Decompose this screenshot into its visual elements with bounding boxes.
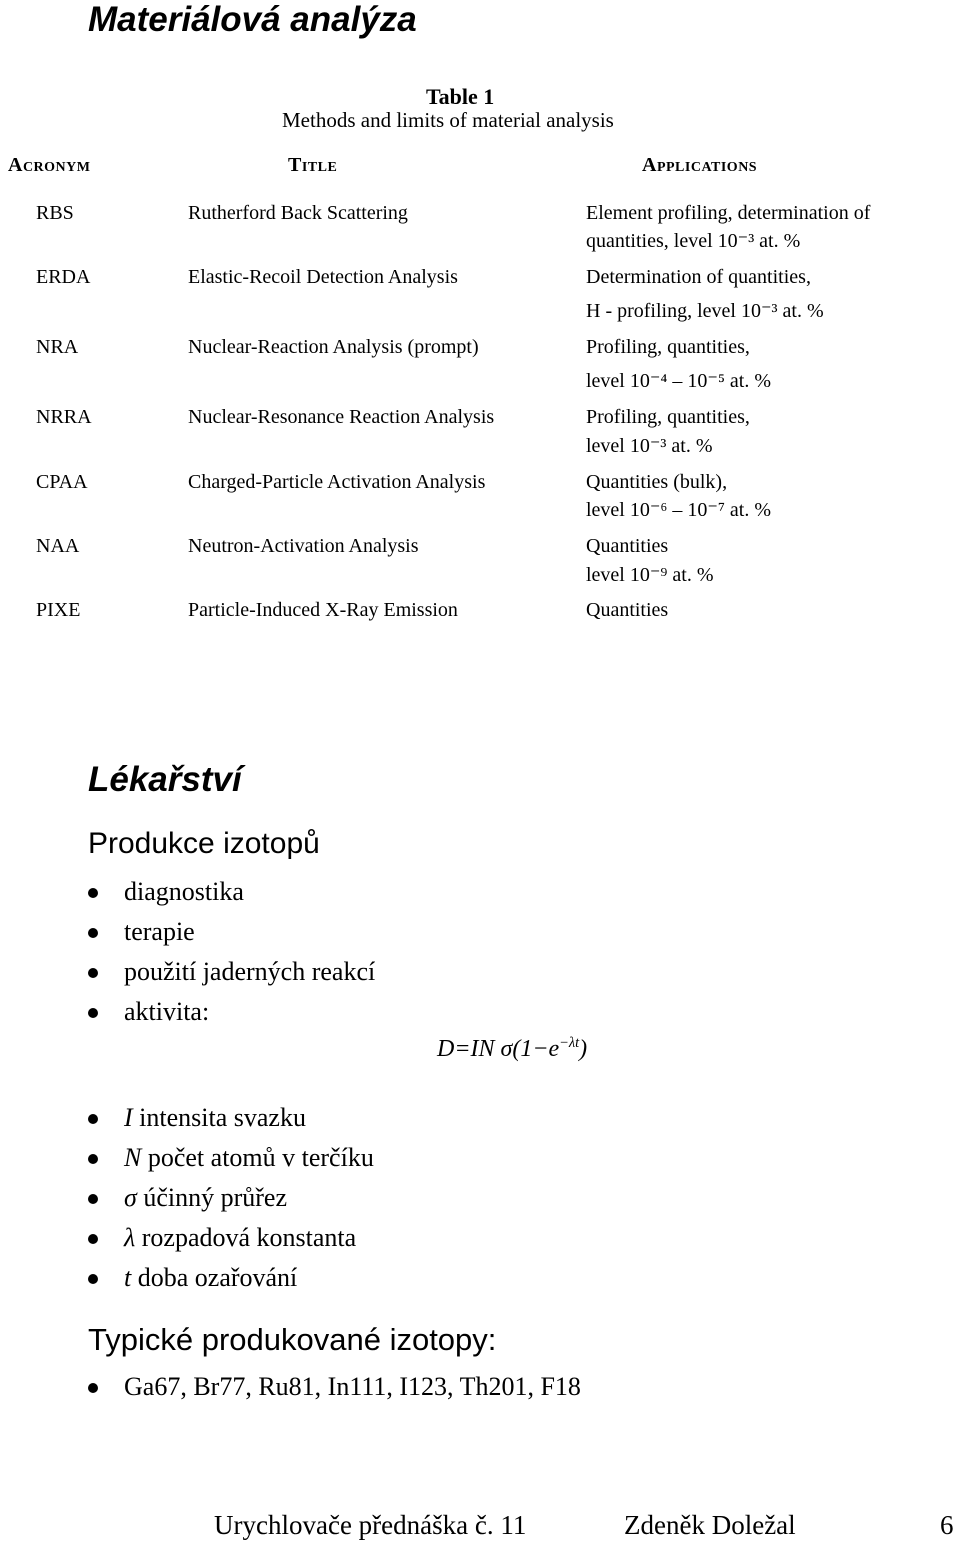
bullet-icon <box>88 1154 98 1164</box>
bullet-icon <box>88 1234 98 1244</box>
column-header-acronym: Acronym <box>8 154 91 176</box>
bullet-icon <box>88 1383 98 1393</box>
row-acronym: CPAA <box>36 471 88 493</box>
bullet-icon <box>88 928 98 938</box>
row-application-line2: quantities, level 10⁻³ at. % <box>586 230 801 252</box>
row-title: Rutherford Back Scattering <box>188 202 408 224</box>
bullet-icon <box>88 1008 98 1018</box>
row-acronym: NRA <box>36 336 79 358</box>
row-title: Elastic-Recoil Detection Analysis <box>188 266 458 288</box>
row-application-line2: level 10⁻³ at. % <box>586 435 713 457</box>
row-application: Quantities <box>586 535 669 557</box>
page-title: Materiálová analýza <box>88 0 417 39</box>
table-subtitle: Methods and limits of material analysis <box>282 108 614 132</box>
bullet-icon <box>88 1194 98 1204</box>
row-application-line2: level 10⁻⁹ at. % <box>586 564 714 586</box>
row-application: Quantities <box>586 599 669 621</box>
row-acronym: RBS <box>36 202 74 224</box>
subheading-typical-isotopes: Typické produkované izotopy: <box>88 1322 497 1357</box>
row-application: Determination of quantities, <box>586 266 811 288</box>
row-acronym: PIXE <box>36 599 81 621</box>
row-title: Nuclear-Reaction Analysis (prompt) <box>188 336 479 358</box>
row-title: Nuclear-Resonance Reaction Analysis <box>188 406 495 428</box>
activity-formula: D=IN $\sigma(1-e^{-\lambda t})$ <box>437 1035 588 1062</box>
row-application-line2: level 10⁻⁴ – 10⁻⁵ at. % <box>586 370 772 392</box>
row-application-line2: H - profiling, level 10⁻³ at. % <box>586 300 824 322</box>
row-application-line2: level 10⁻⁶ – 10⁻⁷ at. % <box>586 499 772 521</box>
row-application: Profiling, quantities, <box>586 336 750 358</box>
bullet-icon <box>88 888 98 898</box>
row-application: Quantities (bulk), <box>586 471 728 493</box>
bullet-icon <box>88 1114 98 1124</box>
table-title: Table 1 <box>426 84 495 109</box>
footer-lecture: Urychlovače přednáška č. 11 <box>214 1510 527 1540</box>
row-title: Neutron-Activation Analysis <box>188 535 419 557</box>
bullet-icon <box>88 1274 98 1284</box>
row-acronym: NAA <box>36 535 80 557</box>
page-number: 6 <box>940 1510 954 1540</box>
row-acronym: ERDA <box>36 266 91 288</box>
row-acronym: NRRA <box>36 406 92 428</box>
section-title: Lékařství <box>88 760 242 799</box>
subheading-isotope-production: Produkce izotopů <box>88 827 320 860</box>
column-header-title: Title <box>288 154 338 176</box>
column-header-applications: Applications <box>642 154 758 176</box>
row-title: Charged-Particle Activation Analysis <box>188 471 486 493</box>
footer-author: Zdeněk Doležal <box>624 1510 796 1540</box>
row-title: Particle-Induced X-Ray Emission <box>188 599 458 621</box>
row-application: Profiling, quantities, <box>586 406 750 428</box>
bullet-icon <box>88 968 98 978</box>
row-application: Element profiling, determination of <box>586 202 871 224</box>
